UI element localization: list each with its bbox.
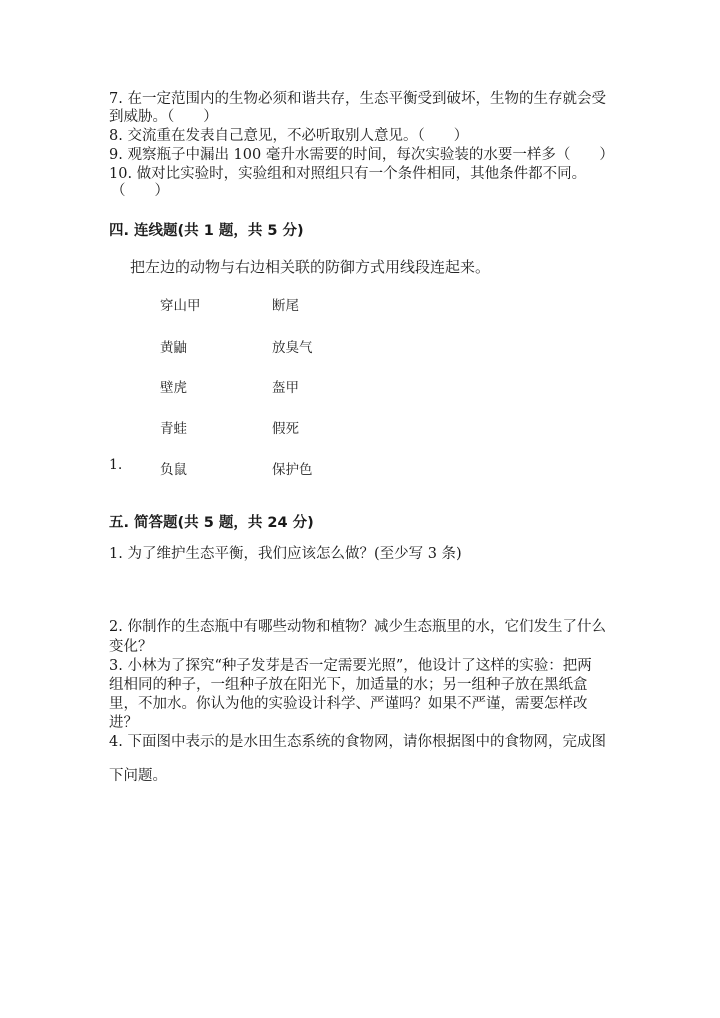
matching-instruction: 把左边的动物与右边相关联的防御方式用线段连起来。 (130, 258, 491, 276)
matching-question-number: 1. (109, 457, 123, 473)
defense-play-dead: 假死 (272, 421, 299, 437)
tf-item-7-line-2: 到威胁。（ ） (109, 109, 218, 125)
short-answer-q3-line-4: 进？ (109, 715, 138, 731)
defense-armor: 盔甲 (272, 380, 299, 396)
animal-weasel: 黄鼬 (160, 340, 187, 356)
tf-item-8: 8. 交流重在发表自己意见，不必听取别人意见。（ ） (109, 128, 469, 144)
tf-item-10-line-2: （ ） (111, 183, 169, 199)
short-answer-q1: 1. 为了维护生态平衡，我们应该怎么做？(至少写 3 条) (109, 546, 462, 562)
defense-stink: 放臭气 (272, 340, 313, 356)
animal-pangolin: 穿山甲 (160, 298, 201, 314)
section-5-title: 五. 简答题(共 5 题，共 24 分) (109, 515, 314, 531)
animal-gecko: 壁虎 (160, 380, 187, 396)
short-answer-q4-line-1: 4. 下面图中表示的是水田生态系统的食物网，请你根据图中的食物网，完成图 (109, 734, 606, 750)
defense-camouflage: 保护色 (272, 462, 313, 478)
short-answer-q3-line-2: 组相同的种子，一组种子放在阳光下，加适量的水；另一组种子放在黑纸盒 (109, 677, 588, 693)
section-4-title: 四. 连线题(共 1 题，共 5 分) (109, 223, 304, 239)
short-answer-q4-line-2: 下问题。 (109, 768, 167, 784)
tf-item-10-line-1: 10. 做对比实验时，实验组和对照组只有一个条件相同，其他条件都不同。 (109, 166, 587, 182)
animal-opossum: 负鼠 (160, 462, 187, 478)
short-answer-q3-line-3: 里，不加水。你认为他的实验设计科学、严谨吗？如果不严谨，需要怎样改 (109, 696, 588, 712)
tf-item-7-line-1: 7. 在一定范围内的生物必须和谐共存，生态平衡受到破坏，生物的生存就会受 (109, 91, 606, 107)
animal-frog: 青蛙 (160, 421, 187, 437)
tf-item-9: 9. 观察瓶子中漏出 100 毫升水需要的时间，每次实验装的水要一样多（ ） (109, 147, 614, 163)
short-answer-q3-line-1: 3. 小林为了探究“种子发芽是否一定需要光照”，他设计了这样的实验：把两 (109, 658, 592, 674)
defense-tail-drop: 断尾 (272, 298, 299, 314)
short-answer-q2-line-1: 2. 你制作的生态瓶中有哪些动物和植物？减少生态瓶里的水，它们发生了什么 (109, 619, 606, 635)
short-answer-q2-line-2: 变化？ (109, 639, 153, 655)
